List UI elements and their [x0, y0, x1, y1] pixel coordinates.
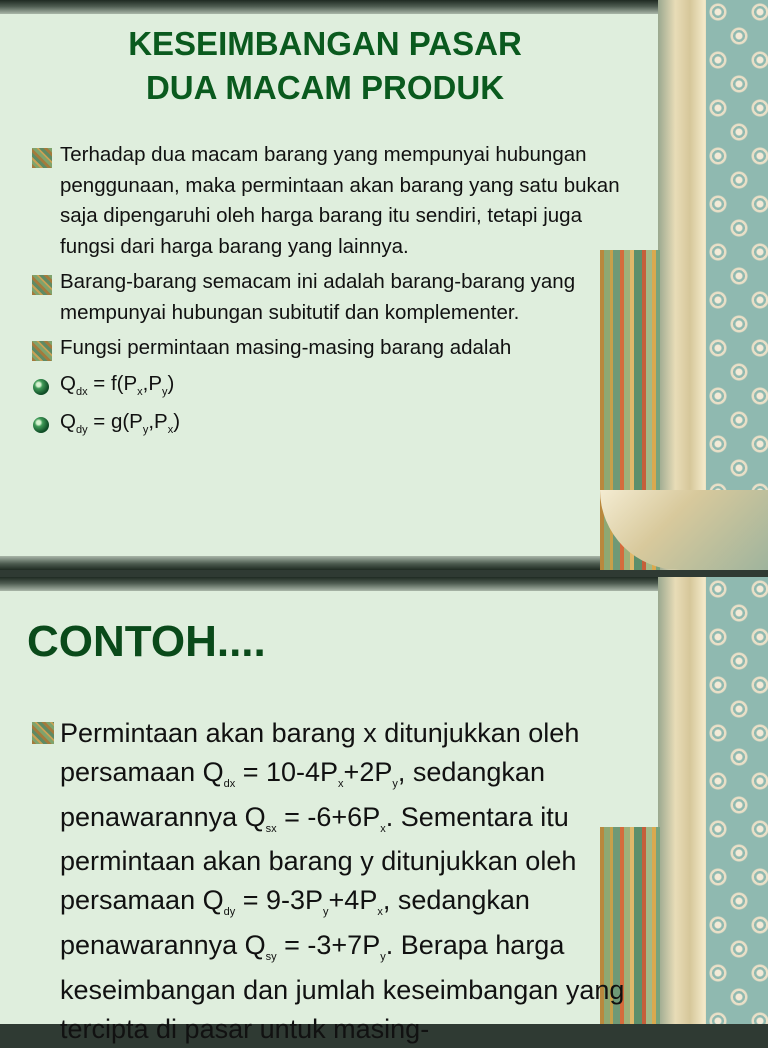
green-sphere-icon	[33, 379, 49, 395]
frame-bar	[0, 577, 660, 591]
bullet-list	[32, 140, 642, 446]
slide-title: KESEIMBANGAN PASAR DUA MACAM PRODUK	[128, 25, 522, 106]
floral-pattern	[706, 0, 768, 570]
green-sphere-icon	[33, 417, 49, 433]
pattern-square-icon	[32, 148, 52, 168]
floral-pattern	[706, 577, 768, 1024]
list-item: Permintaan akan barang x ditunjukkan oleh persamaan $Q_{dx} = 10-4P_x+2P_y$, sedangkan penawarannya $Q_{sx} = -6+6P_x$. Sementara itu permintaan akan barang y ditunjukkan oleh persamaan $Q_{dy} = 9-3P_y+4P_x$, sedangkan penawarannya $Q_{sy} = -3+7P_y$. Berapa harga keseimbangan dan jumlah keseimbangan yang tercipta di pasar untuk masing-	[32, 714, 652, 1048]
decorative-panel	[658, 0, 768, 570]
pattern-square-icon	[32, 275, 52, 295]
slide-title: CONTOH....	[27, 617, 266, 666]
equation-item: $Q_{dy} = g(P_y,P_x)$	[32, 407, 642, 441]
frame-bar	[0, 0, 660, 14]
bullet-list	[32, 714, 652, 1048]
list-item: Barang-barang semacam ini adalah barang-barang yang mempunyai hubungan subitutif dan komplementer.	[32, 267, 642, 328]
list-item: Terhadap dua macam barang yang mempunyai hubungan penggunaan, maka permintaan akan barang yang satu bukan saja dipengaruhi oleh harga barang itu sendiri, tetapi juga fungsi dari harga barang yang lainnya.	[32, 140, 642, 262]
list-item: Fungsi permintaan masing-masing barang adalah	[32, 333, 642, 364]
frame-bar	[0, 556, 660, 570]
decorative-panel	[658, 577, 768, 1024]
pattern-square-icon	[32, 341, 52, 361]
equation-item: $Q_{dx} = f(P_x,P_y)$	[32, 369, 642, 403]
pattern-square-icon	[32, 722, 54, 744]
